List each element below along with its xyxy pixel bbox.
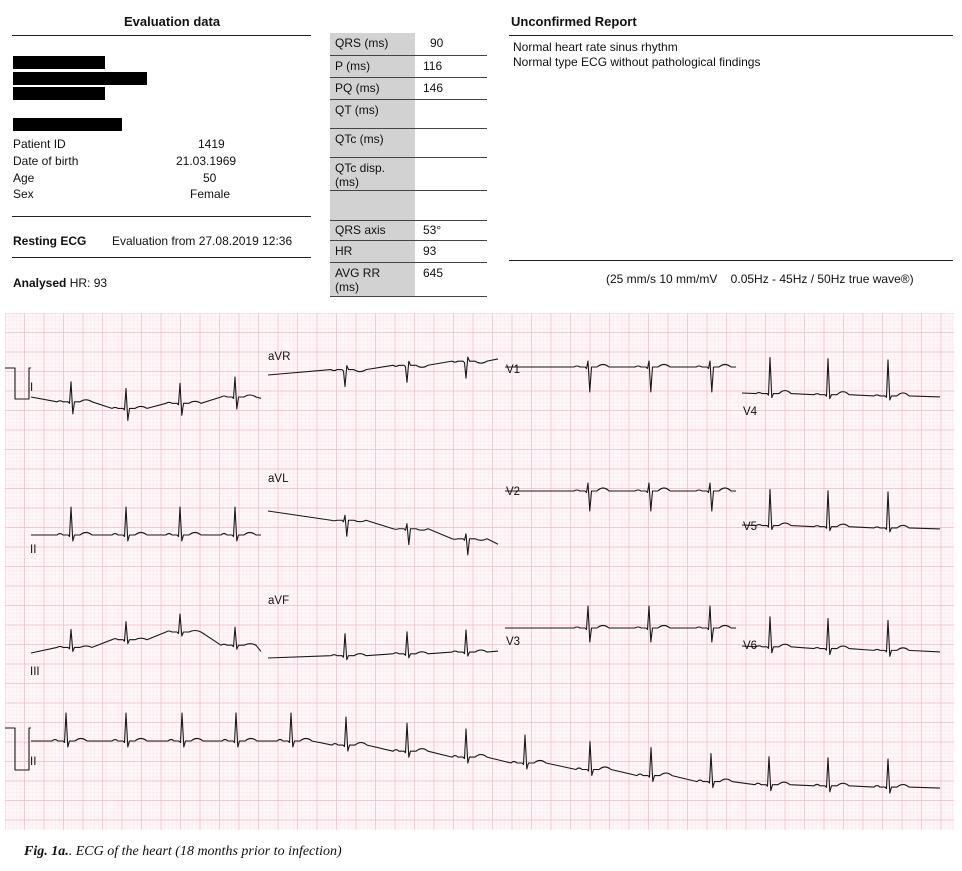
divider <box>12 35 311 36</box>
age-value: 50 <box>203 171 217 185</box>
report-line: Normal heart rate sinus rhythm <box>513 40 678 54</box>
report-title: Unconfirmed Report <box>511 14 637 29</box>
sex-value: Female <box>190 187 231 201</box>
measurement-row <box>330 191 487 221</box>
age-label: Age <box>13 171 35 185</box>
measurement-row <box>330 129 487 158</box>
lead-label-v1: V1 <box>506 364 521 376</box>
evaluation-date: Evaluation from 27.08.2019 12:36 <box>112 234 293 248</box>
measurement-label: HR <box>335 244 353 258</box>
measurement-value: 645 <box>423 266 444 280</box>
lead-label-v2: V2 <box>506 486 521 498</box>
lead-label-v4: V4 <box>743 406 758 418</box>
analysed-value: HR: 93 <box>69 276 108 290</box>
measurement-label: QTc disp. (ms) <box>335 161 386 189</box>
measurement-row <box>330 100 487 129</box>
measurement-value: 90 <box>430 36 444 50</box>
measurement-row <box>330 78 487 100</box>
measurement-row <box>330 221 487 241</box>
lead-label-i: I <box>30 382 34 394</box>
divider <box>12 257 311 258</box>
exam-type: Resting ECG <box>13 234 87 248</box>
redacted-id <box>13 118 122 131</box>
sex-label: Sex <box>13 187 34 201</box>
patient-id-label: Patient ID <box>13 137 66 151</box>
measurement-row <box>330 158 487 191</box>
divider <box>12 216 311 217</box>
report-line: Normal type ECG without pathological findings <box>513 55 761 69</box>
measurement-label: PQ (ms) <box>335 81 380 95</box>
lead-label-iii: III <box>30 666 40 678</box>
evaluation-data-title: Evaluation data <box>124 14 221 29</box>
lead-label-avl: aVL <box>268 473 289 485</box>
dob-label: Date of birth <box>13 154 79 168</box>
measurement-value: 53° <box>423 223 442 237</box>
redacted-name <box>13 56 105 69</box>
recording-settings: (25 mm/s 10 mm/mV 0.05Hz - 45Hz / 50Hz true wave®) <box>606 272 914 286</box>
figure-caption <box>24 844 342 860</box>
ecg-strip <box>5 313 954 830</box>
divider <box>509 260 953 261</box>
lead-label-avf: aVF <box>268 595 290 607</box>
caption-fig: Fig. 1a. <box>24 844 69 859</box>
ecg-background <box>5 313 954 830</box>
measurement-value: 116 <box>423 59 443 73</box>
measurement-label: QRS (ms) <box>335 36 389 50</box>
lead-label-avr: aVR <box>268 351 291 363</box>
measurement-row <box>330 241 487 263</box>
lead-label-ii: II <box>30 756 37 768</box>
analysed-label: Analysed <box>13 276 67 290</box>
measurement-value: 93 <box>423 244 437 258</box>
measurement-label: QRS axis <box>335 223 386 237</box>
lead-label-v3: V3 <box>506 636 521 648</box>
divider <box>509 35 953 36</box>
redacted-city <box>13 87 105 100</box>
measurement-label: QT (ms) <box>335 103 379 117</box>
measurement-row <box>330 263 487 297</box>
measurement-value: 146 <box>423 81 444 95</box>
caption-text: . ECG of the heart (18 months prior to infection) <box>68 844 342 859</box>
lead-label-v5: V5 <box>743 521 758 533</box>
redacted-address <box>13 72 147 85</box>
lead-label-v6: V6 <box>743 640 758 652</box>
dob-value: 21.03.1969 <box>176 154 237 168</box>
patient-id-value: 1419 <box>198 137 225 151</box>
measurement-label: P (ms) <box>335 59 371 73</box>
measurement-label: QTc (ms) <box>335 132 384 146</box>
measurement-row <box>330 33 487 56</box>
measurement-row <box>330 56 487 78</box>
analysed-hr <box>13 276 107 290</box>
lead-label-ii: II <box>30 544 37 556</box>
measurement-label: AVG RR (ms) <box>335 266 381 294</box>
